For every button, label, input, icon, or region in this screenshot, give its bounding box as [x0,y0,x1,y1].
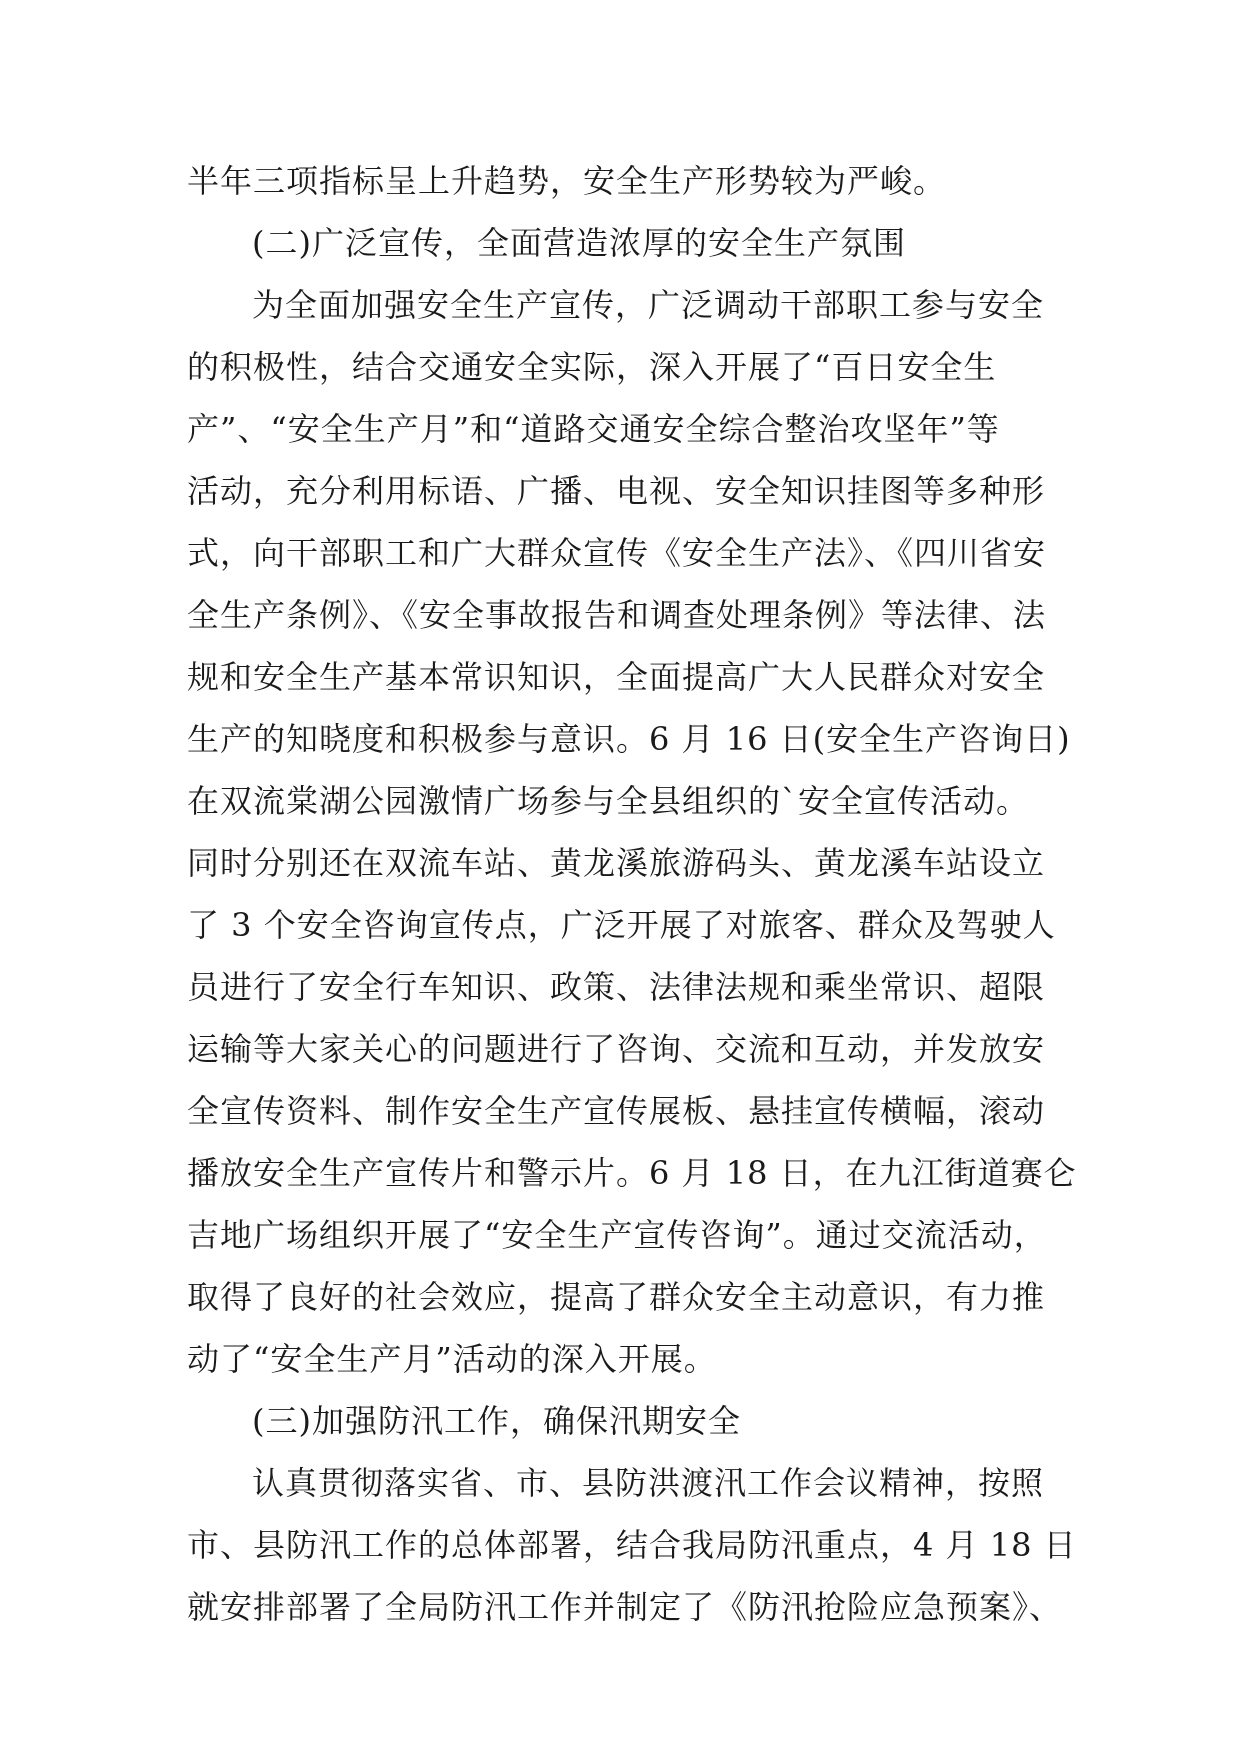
text-line: 播放安全生产宣传片和警示片。6 月 18 日，在九江街道赛仑 [187,1154,1077,1192]
text-line: 全宣传资料、制作安全生产宣传展板、悬挂宣传横幅，滚动 [187,1092,1046,1130]
text-line: 动了“安全生产月”活动的深入开展。 [187,1340,717,1378]
text-line: 就安排部署了全局防汛工作并制定了《防汛抢险应急预案》、 [187,1588,1063,1626]
section-heading: (三)加强防汛工作，确保汛期安全 [252,1402,741,1440]
paragraph-first-line: 认真贯彻落实省、市、县防洪渡汛工作会议精神，按照 [252,1464,1045,1502]
text-line: 取得了良好的社会效应，提高了群众安全主动意识，有力推 [187,1278,1046,1316]
text-line: 产”、“安全生产月”和“道路交通安全综合整治攻坚年”等 [187,410,1000,448]
text-line: 半年三项指标呈上升趋势，安全生产形势较为严峻。 [187,162,947,200]
text-line: 运输等大家关心的问题进行了咨询、交流和互动，并发放安 [187,1030,1046,1068]
text-line: 在双流棠湖公园激情广场参与全县组织的`安全宣传活动。 [187,782,1030,820]
text-line: 员进行了安全行车知识、政策、法律法规和乘坐常识、超限 [187,968,1046,1006]
section-heading: (二)广泛宣传，全面营造浓厚的安全生产氛围 [252,224,906,262]
text-line: 同时分别还在双流车站、黄龙溪旅游码头、黄龙溪车站设立 [187,844,1046,882]
text-line: 市、县防汛工作的总体部署，结合我局防汛重点，4 月 18 日 [187,1526,1077,1564]
text-line: 活动，充分利用标语、广播、电视、安全知识挂图等多种形 [187,472,1046,510]
text-line: 规和安全生产基本常识知识，全面提高广大人民群众对安全 [187,658,1046,696]
paragraph-first-line: 为全面加强安全生产宣传，广泛调动干部职工参与安全 [252,286,1045,324]
text-line: 式，向干部职工和广大群众宣传《安全生产法》、《四川省安 [187,534,1047,572]
text-line: 吉地广场组织开展了“安全生产宣传咨询”。通过交流活动， [187,1216,1047,1254]
text-line: 全生产条例》、《安全事故报告和调查处理条例》等法律、法 [187,596,1047,634]
text-line: 的积极性，结合交通安全实际，深入开展了“百日安全生 [187,348,997,386]
text-line: 了 3 个安全咨询宣传点，广泛开展了对旅客、群众及驾驶人 [187,906,1056,944]
text-line: 生产的知晓度和积极参与意识。6 月 16 日(安全生产咨询日) [187,720,1071,758]
